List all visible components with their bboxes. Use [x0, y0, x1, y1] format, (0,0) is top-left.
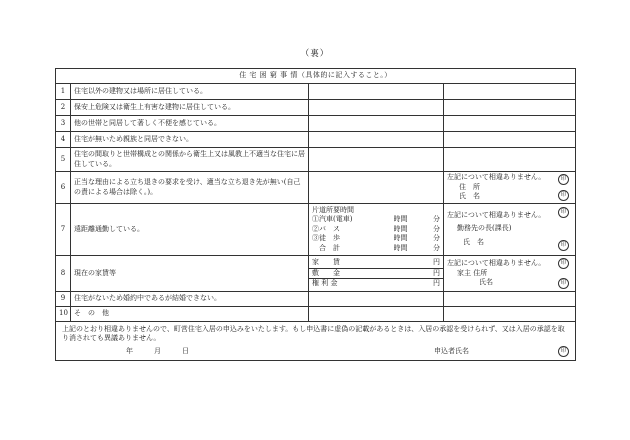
page-side-label: （裏）: [300, 49, 330, 59]
entry-cell[interactable]: [444, 100, 576, 116]
rent-item: 権 利 金: [312, 279, 338, 288]
consent-statement: 左記について相違ありません。: [447, 259, 546, 268]
table-row: [56, 256, 576, 292]
consent-statement: 左記について相違ありません。: [447, 173, 546, 182]
rent-line: [309, 269, 443, 279]
landlord-address-label: 家主 住所: [457, 268, 488, 277]
commute-line: [312, 225, 440, 234]
consent-statement: 左記について相違ありません。: [447, 211, 546, 220]
table-row: [56, 292, 576, 307]
seal-mark-icon: 印: [558, 278, 569, 289]
row-description: 他の世帯と同居して著しく不便を感じている。: [71, 116, 309, 132]
row-description: そ の 他: [71, 307, 309, 322]
year-label: 年: [126, 346, 133, 355]
minutes-unit: 分: [433, 243, 440, 252]
table-row: [56, 116, 576, 132]
hours-unit: 時間: [393, 243, 408, 252]
declaration-text: 上記のとおり相違ありませんので、町営住宅入居の申込みをいたします。もし申込書に虚偽の記載があるときは、入居の承認を受けられず、又は入居の承認を取り消されても異議ありません。: [62, 325, 565, 343]
hours-unit: 時間: [393, 215, 408, 224]
row-number: 6: [56, 172, 71, 204]
address-label: 住 所: [459, 182, 480, 191]
table-row: [56, 100, 576, 116]
table-row: [56, 307, 576, 322]
row-number: 1: [56, 84, 71, 100]
rent-cell: [309, 256, 444, 292]
entry-cell[interactable]: [444, 148, 576, 172]
yen-unit: 円: [433, 258, 440, 267]
consent-box-row6: [444, 172, 576, 204]
commute-mode: ①汽車(電車): [312, 215, 353, 224]
row-number: 9: [56, 292, 71, 307]
minutes-unit: 分: [433, 224, 440, 233]
seal-mark-icon: 印: [558, 174, 569, 185]
month-label: 月: [154, 346, 161, 355]
row-number: 8: [56, 256, 71, 292]
entry-cell[interactable]: [309, 100, 444, 116]
row-description: 住宅以外の建物又は場所に居住している。: [71, 84, 309, 100]
row-description: 正当な理由による立ち退きの要求を受け、適当な立ち退き先が無い(自己の責による場合は除く。)。: [71, 172, 309, 204]
name-label: 氏名: [479, 278, 493, 287]
table-heading: 住 宅 困 窮 事 情（具体的に記入すること。）: [56, 69, 576, 84]
declaration-cell: [56, 322, 576, 361]
commute-header: 片道所要時間: [312, 205, 354, 214]
table-row: [56, 148, 576, 172]
declaration-row: [56, 322, 576, 361]
entry-cell[interactable]: [309, 172, 444, 204]
entry-cell[interactable]: [444, 116, 576, 132]
commute-time-cell: [309, 204, 444, 256]
entry-cell[interactable]: [309, 132, 444, 148]
seal-mark-icon: 印: [558, 346, 569, 357]
table-row: [56, 204, 576, 256]
seal-mark-icon: 印: [558, 240, 569, 251]
rent-item: 敷 金: [312, 268, 340, 277]
row-description: 現在の家賃等: [71, 256, 309, 292]
declaration-signature-line: [56, 346, 575, 360]
name-label: 氏 名: [463, 238, 484, 247]
entry-cell[interactable]: [309, 307, 444, 322]
row-number: 3: [56, 116, 71, 132]
entry-cell[interactable]: [444, 84, 576, 100]
consent-box-row7: [444, 204, 576, 256]
row-number: 2: [56, 100, 71, 116]
row-number: 10: [56, 307, 71, 322]
commute-line: [312, 234, 440, 243]
hours-unit: 時間: [393, 234, 408, 243]
entry-cell[interactable]: [444, 307, 576, 322]
consent-box-row8: [444, 256, 576, 292]
employer-label: 勤務先の長(課長): [457, 223, 512, 232]
seal-mark-icon: 印: [558, 207, 569, 218]
housing-hardship-table: [55, 68, 576, 361]
row-number: 7: [56, 204, 71, 256]
commute-line: [312, 244, 440, 253]
minutes-unit: 分: [433, 234, 440, 243]
rent-line: [309, 258, 443, 268]
table-row: [56, 84, 576, 100]
day-label: 日: [182, 346, 189, 355]
entry-cell[interactable]: [309, 148, 444, 172]
row-number: 5: [56, 148, 71, 172]
row-number: 4: [56, 132, 71, 148]
minutes-unit: 分: [433, 215, 440, 224]
seal-mark-icon: 印: [558, 190, 569, 201]
row-description: 住宅がないため婚約中であるが結婚できない。: [71, 292, 309, 307]
name-label: 氏 名: [459, 192, 480, 201]
rent-line: [309, 279, 443, 288]
entry-cell[interactable]: [309, 292, 444, 307]
entry-cell[interactable]: [444, 132, 576, 148]
commute-mode: ②バ ス: [312, 224, 340, 233]
row-description: 遠距離通勤している。: [71, 204, 309, 256]
entry-cell[interactable]: [309, 116, 444, 132]
table-row: [56, 132, 576, 148]
table-row: [56, 172, 576, 204]
entry-cell[interactable]: [309, 84, 444, 100]
row-description: 住宅の間取りと世帯構成との関係から衛生上又は風教上不適当な住宅に居住している。: [71, 148, 309, 172]
commute-line: [312, 215, 440, 224]
commute-mode: ③徒 歩: [312, 234, 340, 243]
rent-item: 家 賃: [312, 258, 340, 267]
hours-unit: 時間: [393, 224, 408, 233]
yen-unit: 円: [433, 268, 440, 277]
yen-unit: 円: [433, 279, 440, 288]
commute-mode: 合 計: [312, 243, 340, 252]
applicant-name-label: 申込者氏名: [434, 346, 469, 355]
seal-mark-icon: 印: [558, 258, 569, 269]
entry-cell[interactable]: [444, 292, 576, 307]
row-description: 保安上危険又は衛生上有害な建物に居住している。: [71, 100, 309, 116]
row-description: 住宅が無いため親族と同居できない。: [71, 132, 309, 148]
